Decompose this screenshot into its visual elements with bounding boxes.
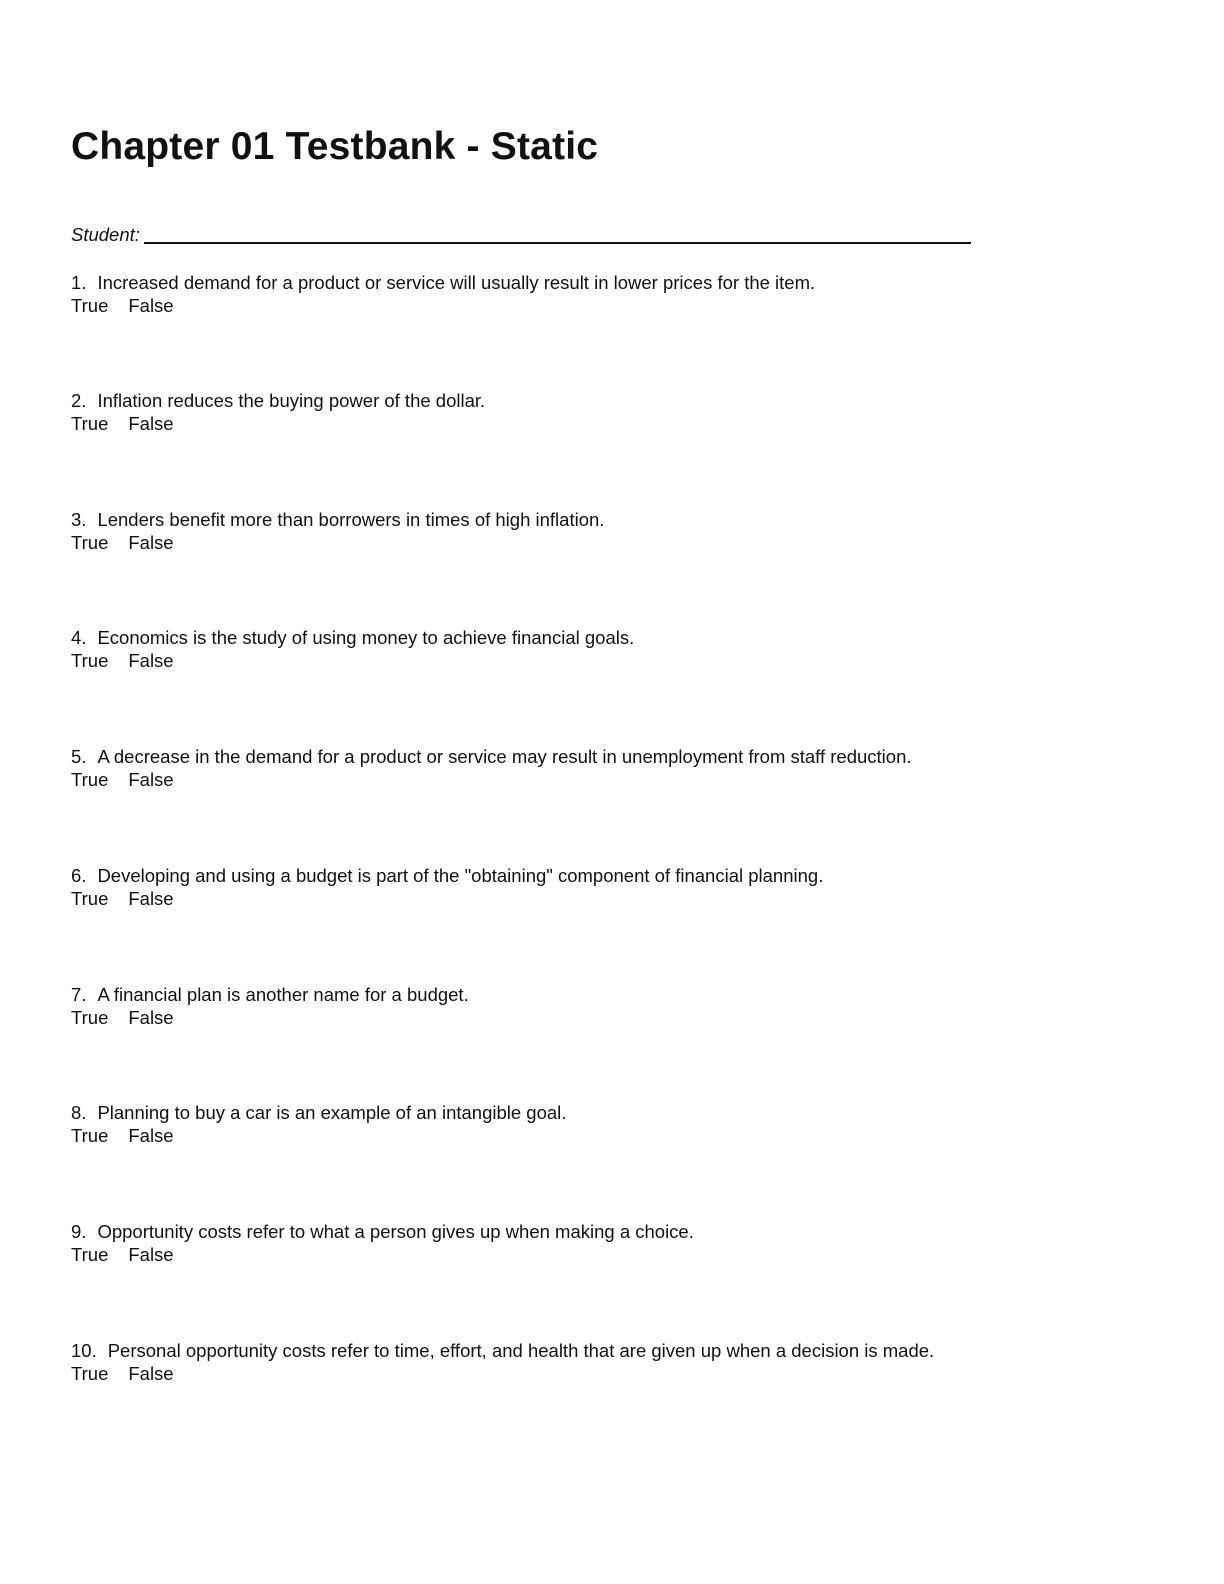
question-number: 7. — [71, 984, 87, 1005]
option-false[interactable]: False — [128, 1363, 174, 1384]
question-1 — [71, 272, 815, 317]
question-text: Personal opportunity costs refer to time, effort, and health that are given up when a decision is made. — [107, 1340, 935, 1361]
question-4 — [71, 627, 634, 672]
question-number: 9. — [71, 1221, 87, 1242]
option-false[interactable]: False — [128, 532, 174, 553]
option-false[interactable]: False — [128, 650, 174, 671]
answer-options — [71, 1363, 934, 1385]
student-label: Student: — [71, 224, 140, 245]
question-number: 10. — [71, 1340, 97, 1361]
option-true[interactable]: True — [71, 295, 109, 316]
option-false[interactable]: False — [128, 1244, 174, 1265]
question-9 — [71, 1221, 694, 1266]
question-stem-row — [71, 627, 634, 649]
student-name-field — [71, 222, 971, 246]
question-5 — [71, 746, 912, 791]
option-false[interactable]: False — [128, 413, 174, 434]
question-8 — [71, 1102, 566, 1147]
option-true[interactable]: True — [71, 888, 109, 909]
option-false[interactable]: False — [128, 1125, 174, 1146]
question-number: 3. — [71, 509, 87, 530]
answer-options — [71, 1007, 469, 1029]
question-number: 6. — [71, 865, 87, 886]
option-false[interactable]: False — [128, 769, 174, 790]
question-text: A financial plan is another name for a budget. — [97, 984, 469, 1005]
question-text: Developing and using a budget is part of the "obtaining" component of financial planning. — [97, 865, 824, 886]
question-stem-row — [71, 1340, 934, 1362]
question-stem-row — [71, 746, 912, 768]
question-number: 5. — [71, 746, 87, 767]
question-text: Increased demand for a product or service will usually result in lower prices for the item. — [97, 272, 816, 293]
question-stem-row — [71, 865, 823, 887]
question-number: 1. — [71, 272, 87, 293]
option-false[interactable]: False — [128, 295, 174, 316]
answer-options — [71, 650, 634, 672]
student-name-line[interactable] — [144, 242, 971, 244]
question-2 — [71, 390, 485, 435]
question-number: 8. — [71, 1102, 87, 1123]
option-true[interactable]: True — [71, 1244, 109, 1265]
question-3 — [71, 509, 604, 554]
question-stem-row — [71, 984, 469, 1006]
question-stem-row — [71, 272, 815, 294]
document-title: Chapter 01 Testbank - Static — [71, 125, 599, 168]
option-false[interactable]: False — [128, 1007, 174, 1028]
question-text: A decrease in the demand for a product or service may result in unemployment from staff reduction. — [97, 746, 912, 767]
answer-options — [71, 888, 823, 910]
answer-options — [71, 532, 604, 554]
answer-options — [71, 295, 815, 317]
option-true[interactable]: True — [71, 1363, 109, 1384]
question-stem-row — [71, 390, 485, 412]
question-number: 4. — [71, 627, 87, 648]
question-7 — [71, 984, 469, 1029]
question-text: Economics is the study of using money to achieve financial goals. — [97, 627, 635, 648]
answer-options — [71, 1125, 566, 1147]
question-text: Opportunity costs refer to what a person gives up when making a choice. — [97, 1221, 694, 1242]
question-number: 2. — [71, 390, 87, 411]
question-10 — [71, 1340, 934, 1385]
question-stem-row — [71, 1221, 694, 1243]
option-true[interactable]: True — [71, 532, 109, 553]
question-text: Inflation reduces the buying power of the dollar. — [97, 390, 486, 411]
option-true[interactable]: True — [71, 1125, 109, 1146]
option-true[interactable]: True — [71, 1007, 109, 1028]
answer-options — [71, 769, 912, 791]
question-text: Planning to buy a car is an example of an intangible goal. — [97, 1102, 567, 1123]
answer-options — [71, 1244, 694, 1266]
question-stem-row — [71, 509, 604, 531]
question-text: Lenders benefit more than borrowers in times of high inflation. — [97, 509, 605, 530]
question-6 — [71, 865, 823, 910]
option-true[interactable]: True — [71, 650, 109, 671]
option-true[interactable]: True — [71, 413, 109, 434]
option-true[interactable]: True — [71, 769, 109, 790]
answer-options — [71, 413, 485, 435]
option-false[interactable]: False — [128, 888, 174, 909]
question-stem-row — [71, 1102, 566, 1124]
